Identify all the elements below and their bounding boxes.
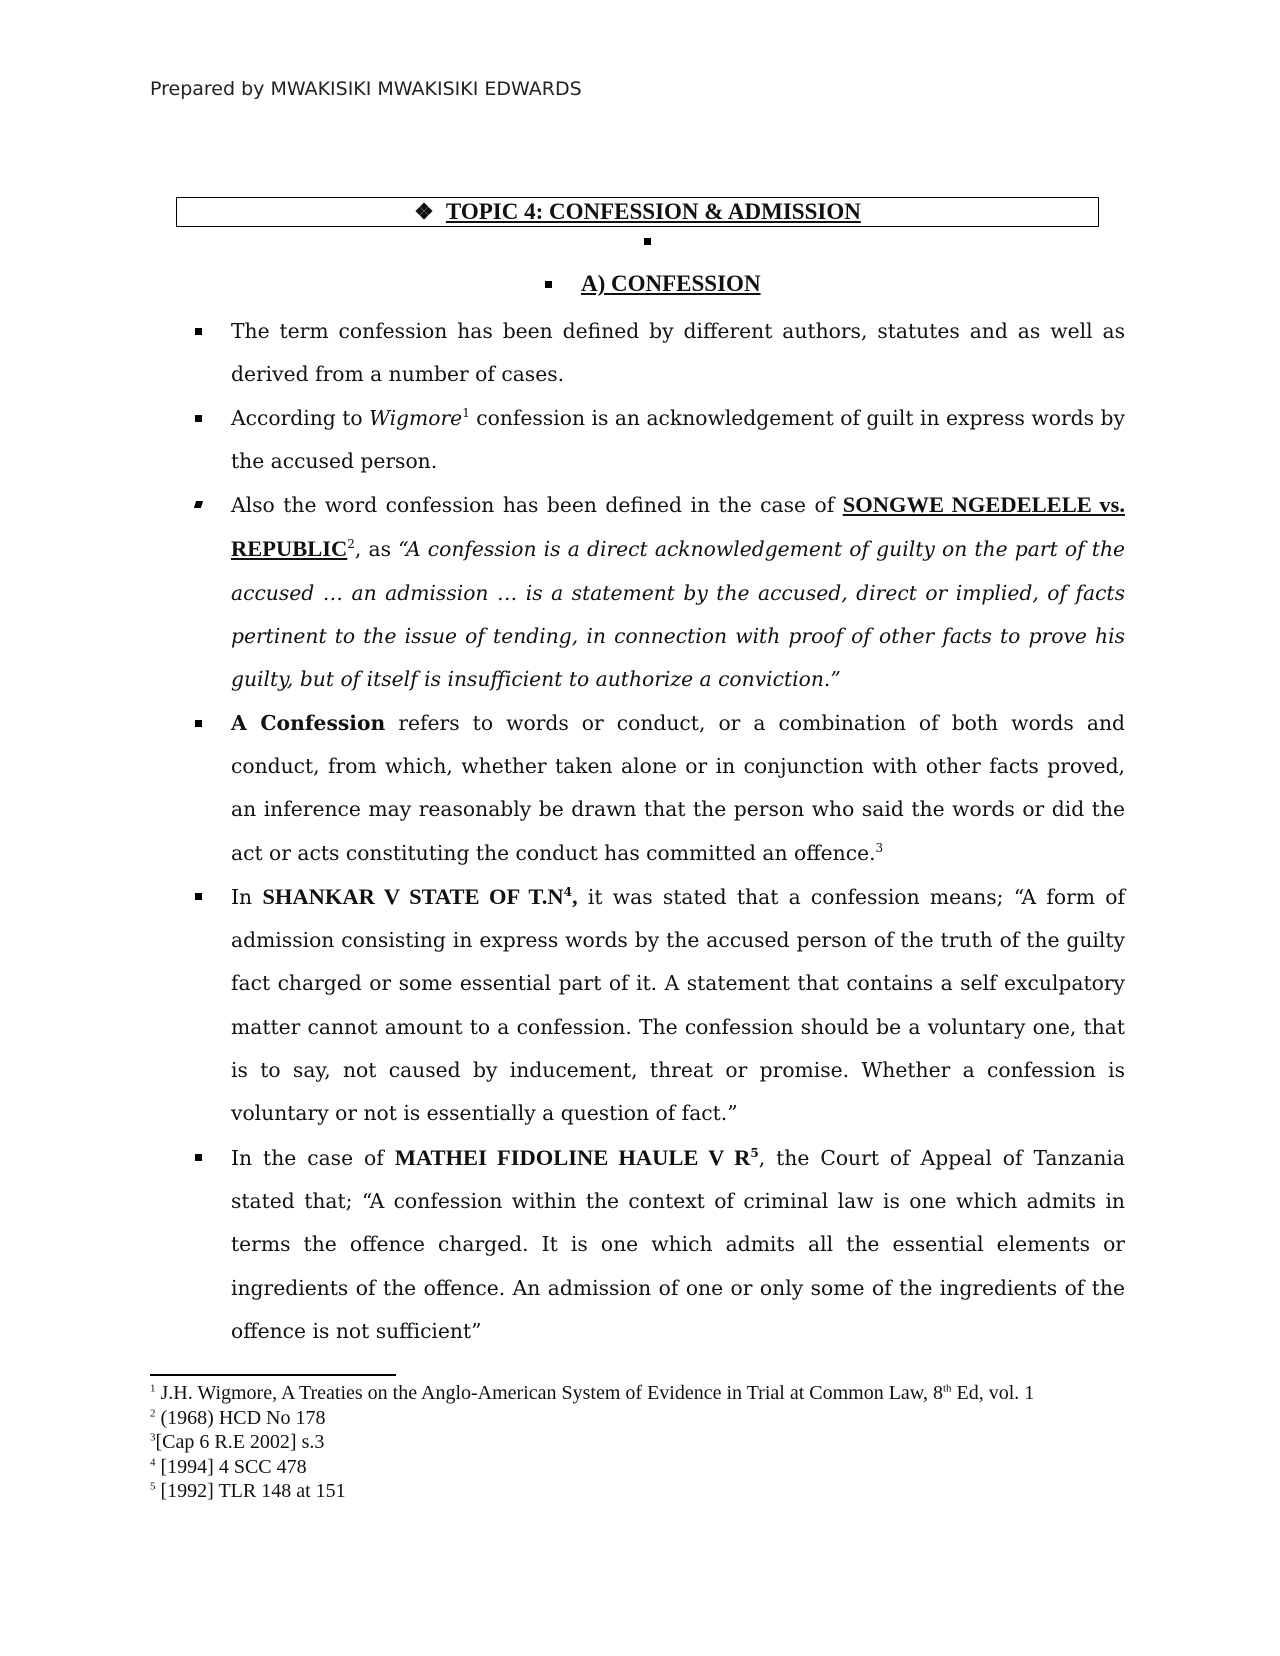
list-item [195,1136,1125,1353]
item-text: , as [354,537,399,562]
item-text: it was stated that a confession means; “A form of admission consisting in express words by the accused person of the truth of the guilty fact charged or some essential part of it. A statement that contains a self exculpatory matter cannot amount to a confession. The confession should be a voluntary one, that is to say, not caused by inducement, threat or promise. Whether a confession is voluntary or not is essentially a question of fact.” [231,884,1126,1126]
footnote-number: 2 [150,1406,156,1419]
footnote-ref[interactable]: 3 [875,840,884,855]
item-text: In the case of [231,1145,395,1170]
footnote-ref[interactable]: 5 [750,1145,759,1160]
footnote [150,1479,1150,1504]
footnote-ref[interactable]: 2 [347,537,355,552]
square-bullet-icon [195,893,202,900]
square-bullet-icon [194,501,203,508]
diamond-bullet-icon: ❖ [414,199,434,224]
case-name: MATHEI FIDOLINE HAULE V R [394,1144,751,1170]
case-name: SONGWE NGEDELELE vs. REPUBLIC [231,492,1125,562]
item-text: The term confession has been defined by different authors, statutes and as well as derived from a number of cases. [231,319,1125,387]
footnote-text: [Cap 6 R.E 2002] s.3 [155,1431,325,1453]
list-item [195,875,1125,1136]
footnote-number: 1 [150,1382,156,1395]
square-bullet-icon [195,328,202,335]
square-bullet-icon [195,720,202,727]
ordinal-suffix: th [942,1382,952,1395]
footnotes [150,1381,1150,1504]
footnote-number: 4 [150,1455,156,1468]
topic-title-box [176,197,1099,227]
footnote [150,1455,1150,1480]
section-heading [545,271,761,297]
footnote [150,1406,1150,1431]
footnote-ref[interactable]: 4 [563,885,572,900]
footnote-number: 5 [150,1480,156,1493]
footnote-text: (1968) HCD No 178 [155,1406,326,1429]
item-text: Also the word confession has been defined in the case of [231,493,843,518]
item-text: In [231,884,263,909]
footnote-text: [1992] TLR 148 at 151 [155,1480,346,1502]
square-bullet-icon [644,238,651,245]
footnote [150,1430,1150,1455]
square-bullet-icon [195,1154,202,1161]
section-title: A) CONFESSION [581,271,761,296]
footnote-text: [1994] 4 SCC 478 [155,1455,307,1478]
square-bullet-icon [195,415,202,422]
item-text: confession is an acknowledgement of guilt in express words by the accused person. [231,405,1125,473]
list-item [195,483,1125,701]
footnote-number: 3 [150,1431,156,1444]
footnote-text: Ed, vol. 1 [951,1382,1035,1404]
punctuation: , [572,883,578,909]
list-item [195,397,1125,484]
case-name: SHANKAR V STATE OF T.N [262,883,564,909]
case-quote: “A confession is a direct acknowledgement of guilty on the part of the accused … an admission … is a statement by the accused, direct or implied, of facts pertinent to the issue of tending, in connection with proof of other facts to prove his guilty, but of itself is insufficient to authorize a conviction.” [231,537,1126,692]
footnote [150,1381,1150,1406]
footnote-text: J.H. Wigmore, A Treaties on the Anglo-American System of Evidence in Trial at Common Law, 8 [155,1382,943,1404]
list-item [195,702,1125,875]
confession-list [195,310,1125,1353]
footnote-separator [150,1374,396,1376]
topic-title: TOPIC 4: CONFESSION & ADMISSION [445,199,861,224]
list-item [195,310,1125,397]
item-text: , the Court of Appeal of Tanzania stated that; “A confession within the context of criminal law is one which admits in terms the offence charged. It is one which admits all the essential elements or ingredients of the offence. An admission of one or only some of the ingredients of the offence is not sufficient” [231,1145,1125,1343]
term-bold: A Confession [231,710,386,735]
page-header: Prepared by MWAKISIKI MWAKISIKI EDWARDS [150,78,582,100]
author-name: Wigmore [369,405,463,430]
item-text: According to [231,405,370,430]
footnote-ref[interactable]: 1 [462,405,470,420]
square-bullet-icon [545,281,552,288]
item-text: refers to words or conduct, or a combination of both words and conduct, from which, whether taken alone or in conjunction with other facts proved, an inference may reasonably be drawn that the person who said the words or did the act or acts constituting the conduct has committed an offence. [231,710,1126,865]
